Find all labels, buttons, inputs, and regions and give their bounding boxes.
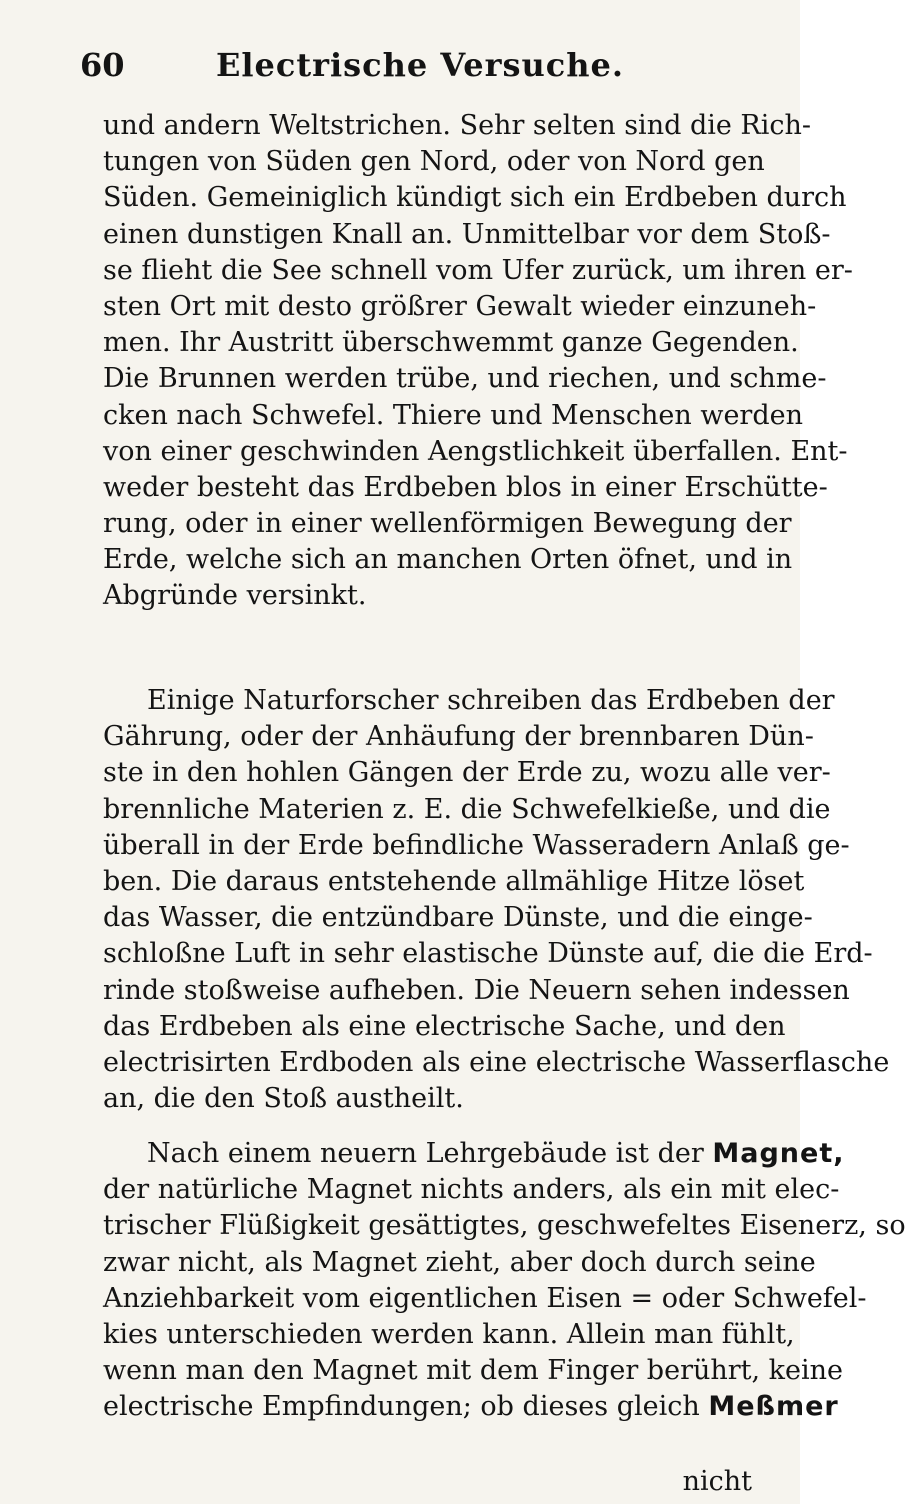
text-line: weder besteht das Erdbeben blos in einer Erschütte-	[103, 471, 828, 503]
text-line: Süden. Gemeiniglich kündigt sich ein Erdbeben durch	[103, 182, 847, 214]
catchword: nicht	[682, 1466, 752, 1497]
text-line: und andern Weltstrichen. Sehr selten sind die Rich-	[103, 110, 812, 141]
text-line: kies unterschieden werden kann. Allein man fühlt,	[103, 1318, 795, 1350]
text-line: men. Ihr Austritt überschwemmt ganze Gegenden.	[103, 327, 799, 359]
page-number: 60	[80, 46, 125, 84]
paragraph-1	[103, 108, 853, 615]
running-title: Electrische Versuche.	[215, 46, 625, 84]
text-line: sten Ort mit desto größrer Gewalt wieder einzuneh-	[103, 290, 817, 322]
text-line: Abgründe versinkt.	[103, 580, 367, 612]
text-line: rinde stoßweise aufheben. Die Neuern sehen indessen	[103, 974, 850, 1006]
text-line: Gährung, oder der Anhäufung der brennbaren Dün-	[103, 721, 814, 753]
paragraph-2	[103, 683, 890, 1117]
emphasized-term: Magnet,	[712, 1138, 845, 1169]
text-line: Erde, welche sich an manchen Orten öfnet, und in	[103, 544, 793, 576]
text-line: einen dunstigen Knall an. Unmittelbar vor dem Stoß-	[103, 218, 831, 250]
text-line: der natürliche Magnet nichts anders, als ein mit elec-	[103, 1174, 840, 1206]
text-line: von einer geschwinden Aengstlichkeit überfallen. Ent-	[103, 435, 848, 467]
text-line: brennliche Materien z. E. die Schwefelkieße, und die	[103, 793, 831, 825]
text-line: zwar nicht, als Magnet zieht, aber doch durch seine	[103, 1246, 816, 1278]
text-line: ste in den hohlen Gängen der Erde zu, wozu alle ver-	[103, 757, 831, 789]
text-line: das Erdbeben als eine electrische Sache, und den	[103, 1010, 786, 1042]
text-line: wenn man den Magnet mit dem Finger berührt, keine	[103, 1355, 844, 1387]
text-line: Die Brunnen werden trübe, und riechen, und schme-	[103, 363, 827, 395]
emphasized-term: Meßmer	[708, 1391, 839, 1423]
text-line: überall in der Erde befindliche Wasseradern Anlaß ge-	[103, 829, 850, 861]
text-line	[103, 1136, 845, 1172]
text-line: electrisirten Erdboden als eine electrische Wasserflasche	[103, 1046, 890, 1078]
page-header	[80, 40, 760, 90]
text-span: Nach einem neuern Lehrgebäude ist der	[147, 1138, 704, 1169]
text-span: electrische Empfindungen; ob dieses gleich	[103, 1391, 700, 1423]
text-line: an, die den Stoß austheilt.	[103, 1083, 464, 1115]
text-line: trischer Flüßigkeit gesättigtes, geschwefeltes Eisenerz, so	[103, 1210, 906, 1242]
text-line: se flieht die See schnell vom Ufer zurück, um ihren er-	[103, 254, 853, 286]
text-line: ben. Die daraus entstehende allmählige Hitze löset	[103, 865, 805, 897]
text-line: schloßne Luft in sehr elastische Dünste auf, die die Erd-	[103, 938, 873, 970]
paragraph-3	[103, 1136, 906, 1426]
text-line: Anziehbarkeit vom eigentlichen Eisen = oder Schwefel-	[103, 1282, 867, 1314]
text-line: tungen von Süden gen Nord, oder von Nord gen	[103, 146, 765, 178]
text-line	[103, 1389, 839, 1425]
text-line: Einige Naturforscher schreiben das Erdbeben der	[147, 685, 835, 716]
text-line: das Wasser, die entzündbare Dünste, und die einge-	[103, 902, 813, 934]
text-line: cken nach Schwefel. Thiere und Menschen werden	[103, 399, 803, 431]
text-line: rung, oder in einer wellenförmigen Bewegung der	[103, 508, 792, 540]
